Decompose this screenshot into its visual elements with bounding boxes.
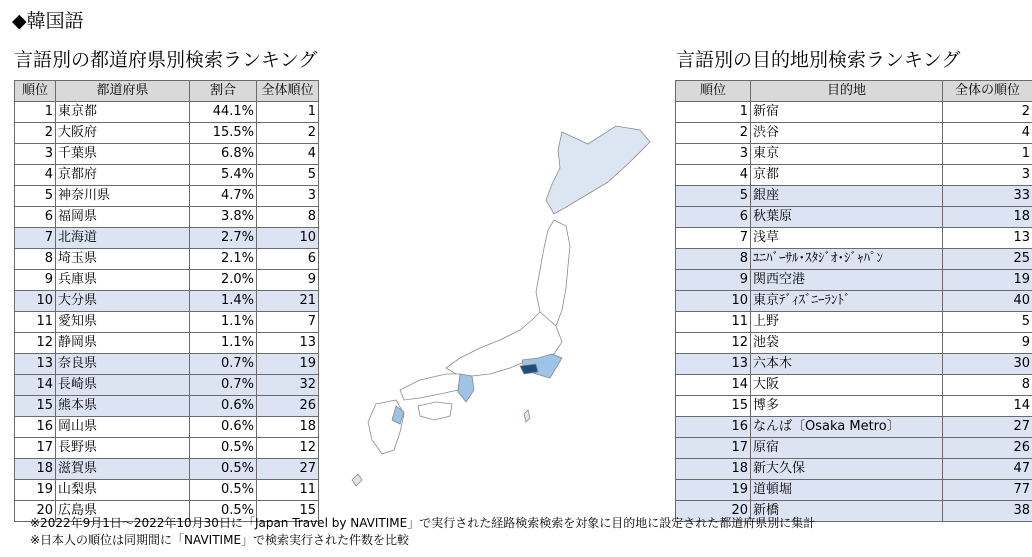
share-cell: 0.5% bbox=[190, 459, 257, 480]
prefecture-cell: 長崎県 bbox=[56, 375, 190, 396]
overall-rank-cell: 38 bbox=[943, 501, 1032, 522]
table-row bbox=[676, 459, 1032, 480]
table-row bbox=[15, 354, 319, 375]
overall-rank-cell: 30 bbox=[943, 354, 1032, 375]
table-row bbox=[15, 312, 319, 333]
izu-islands-region bbox=[524, 410, 530, 422]
header-overall-rank: 全体順位 bbox=[257, 81, 319, 102]
rank-cell: 14 bbox=[676, 375, 751, 396]
share-cell: 44.1% bbox=[190, 102, 257, 123]
prefecture-cell: 静岡県 bbox=[56, 333, 190, 354]
rank-cell: 7 bbox=[676, 228, 751, 249]
rank-cell: 11 bbox=[676, 312, 751, 333]
prefecture-cell: 北海道 bbox=[56, 228, 190, 249]
prefecture-cell: 福岡県 bbox=[56, 207, 190, 228]
share-cell: 1.1% bbox=[190, 312, 257, 333]
prefecture-cell: 埼玉県 bbox=[56, 249, 190, 270]
share-cell: 0.7% bbox=[190, 354, 257, 375]
overall-rank-cell: 9 bbox=[943, 333, 1032, 354]
destination-cell: 渋谷 bbox=[751, 123, 943, 144]
rank-cell: 20 bbox=[15, 501, 56, 522]
rank-cell: 11 bbox=[15, 312, 56, 333]
overall-rank-cell: 13 bbox=[257, 333, 319, 354]
destination-cell: 上野 bbox=[751, 312, 943, 333]
rank-cell: 20 bbox=[676, 501, 751, 522]
honshu-north-region bbox=[536, 220, 570, 328]
table-header-row bbox=[15, 81, 319, 102]
share-cell: 0.5% bbox=[190, 480, 257, 501]
footnote-comparison: ※日本人の順位は同期間に「NAVITIME」で検索実行された件数を比較 bbox=[30, 533, 410, 547]
destination-ranking-table bbox=[675, 80, 1032, 522]
overall-rank-cell: 27 bbox=[257, 459, 319, 480]
hokkaido-region bbox=[546, 126, 650, 214]
overall-rank-cell: 1 bbox=[943, 144, 1032, 165]
share-cell: 4.7% bbox=[190, 186, 257, 207]
share-cell: 5.4% bbox=[190, 165, 257, 186]
prefecture-cell: 長野県 bbox=[56, 438, 190, 459]
prefecture-cell: 奈良県 bbox=[56, 354, 190, 375]
overall-rank-cell: 8 bbox=[943, 375, 1032, 396]
rank-cell: 9 bbox=[676, 270, 751, 291]
rank-cell: 17 bbox=[15, 438, 56, 459]
prefecture-cell: 神奈川県 bbox=[56, 186, 190, 207]
overall-rank-cell: 8 bbox=[257, 207, 319, 228]
rank-cell: 15 bbox=[15, 396, 56, 417]
table-row bbox=[15, 270, 319, 291]
table-row bbox=[676, 312, 1032, 333]
share-cell: 0.6% bbox=[190, 396, 257, 417]
destination-cell: 新宿 bbox=[751, 102, 943, 123]
destination-cell: 東京ﾃﾞｨｽﾞﾆｰﾗﾝﾄﾞ bbox=[751, 291, 943, 312]
overall-rank-cell: 5 bbox=[257, 165, 319, 186]
table-row bbox=[15, 396, 319, 417]
rank-cell: 12 bbox=[676, 333, 751, 354]
table-row bbox=[15, 102, 319, 123]
share-cell: 0.7% bbox=[190, 375, 257, 396]
table-row bbox=[676, 375, 1032, 396]
table-row bbox=[15, 228, 319, 249]
share-cell: 15.5% bbox=[190, 123, 257, 144]
rank-cell: 8 bbox=[676, 249, 751, 270]
destination-ranking-title: 言語別の目的地別検索ランキング bbox=[676, 49, 961, 71]
overall-rank-cell: 26 bbox=[257, 396, 319, 417]
overall-rank-cell: 18 bbox=[257, 417, 319, 438]
overall-rank-cell: 2 bbox=[257, 123, 319, 144]
share-cell: 2.0% bbox=[190, 270, 257, 291]
overall-rank-cell: 27 bbox=[943, 417, 1032, 438]
rank-cell: 9 bbox=[15, 270, 56, 291]
share-cell: 1.1% bbox=[190, 333, 257, 354]
rank-cell: 16 bbox=[676, 417, 751, 438]
table-row bbox=[676, 165, 1032, 186]
table-row bbox=[676, 207, 1032, 228]
table-row bbox=[676, 228, 1032, 249]
rank-cell: 1 bbox=[15, 102, 56, 123]
overall-rank-cell: 6 bbox=[257, 249, 319, 270]
overall-rank-cell: 3 bbox=[943, 165, 1032, 186]
rank-cell: 10 bbox=[676, 291, 751, 312]
header-share: 割合 bbox=[190, 81, 257, 102]
table-row bbox=[676, 123, 1032, 144]
destination-cell: 六本木 bbox=[751, 354, 943, 375]
overall-rank-cell: 5 bbox=[943, 312, 1032, 333]
table-row bbox=[676, 354, 1032, 375]
destination-cell: 関西空港 bbox=[751, 270, 943, 291]
destination-cell: 新大久保 bbox=[751, 459, 943, 480]
rank-cell: 17 bbox=[676, 438, 751, 459]
table-row bbox=[676, 396, 1032, 417]
overall-rank-cell: 15 bbox=[257, 501, 319, 522]
table-row bbox=[15, 207, 319, 228]
destination-cell: 京都 bbox=[751, 165, 943, 186]
rank-cell: 6 bbox=[676, 207, 751, 228]
table-row bbox=[15, 480, 319, 501]
overall-rank-cell: 40 bbox=[943, 291, 1032, 312]
overall-rank-cell: 4 bbox=[943, 123, 1032, 144]
overall-rank-cell: 1 bbox=[257, 102, 319, 123]
table-row bbox=[15, 186, 319, 207]
table-row bbox=[676, 333, 1032, 354]
overall-rank-cell: 14 bbox=[943, 396, 1032, 417]
destination-cell: 池袋 bbox=[751, 333, 943, 354]
honshu-west-region bbox=[400, 374, 460, 400]
destination-cell: 東京 bbox=[751, 144, 943, 165]
rank-cell: 8 bbox=[15, 249, 56, 270]
overall-rank-cell: 12 bbox=[257, 438, 319, 459]
table-row bbox=[15, 375, 319, 396]
rank-cell: 13 bbox=[676, 354, 751, 375]
overall-rank-cell: 32 bbox=[257, 375, 319, 396]
destination-cell: 原宿 bbox=[751, 438, 943, 459]
overall-rank-cell: 25 bbox=[943, 249, 1032, 270]
table-row bbox=[676, 438, 1032, 459]
share-cell: 2.1% bbox=[190, 249, 257, 270]
overall-rank-cell: 19 bbox=[257, 354, 319, 375]
kansai-region bbox=[458, 374, 474, 402]
shikoku-region bbox=[418, 402, 452, 420]
table-row bbox=[676, 144, 1032, 165]
table-row bbox=[676, 249, 1032, 270]
share-cell: 1.4% bbox=[190, 291, 257, 312]
header-destination: 目的地 bbox=[751, 81, 943, 102]
share-cell: 0.5% bbox=[190, 501, 257, 522]
rank-cell: 14 bbox=[15, 375, 56, 396]
destination-cell: なんば〔Osaka Metro〕 bbox=[751, 417, 943, 438]
header-prefecture: 都道府県 bbox=[56, 81, 190, 102]
rank-cell: 19 bbox=[15, 480, 56, 501]
rank-cell: 13 bbox=[15, 354, 56, 375]
share-cell: 6.8% bbox=[190, 144, 257, 165]
overall-rank-cell: 10 bbox=[257, 228, 319, 249]
header-overall-rank: 全体の順位 bbox=[943, 81, 1032, 102]
table-row bbox=[15, 144, 319, 165]
overall-rank-cell: 2 bbox=[943, 102, 1032, 123]
overall-rank-cell: 3 bbox=[257, 186, 319, 207]
table-row bbox=[15, 459, 319, 480]
prefecture-cell: 兵庫県 bbox=[56, 270, 190, 291]
rank-cell: 2 bbox=[15, 123, 56, 144]
destination-cell: 秋葉原 bbox=[751, 207, 943, 228]
overall-rank-cell: 77 bbox=[943, 480, 1032, 501]
rank-cell: 15 bbox=[676, 396, 751, 417]
rank-cell: 10 bbox=[15, 291, 56, 312]
overall-rank-cell: 4 bbox=[257, 144, 319, 165]
table-row bbox=[15, 333, 319, 354]
overall-rank-cell: 7 bbox=[257, 312, 319, 333]
overall-rank-cell: 47 bbox=[943, 459, 1032, 480]
overall-rank-cell: 33 bbox=[943, 186, 1032, 207]
prefecture-ranking-title: 言語別の都道府県別検索ランキング bbox=[14, 49, 318, 71]
prefecture-ranking-table bbox=[14, 80, 319, 522]
overall-rank-cell: 21 bbox=[257, 291, 319, 312]
rank-cell: 18 bbox=[15, 459, 56, 480]
table-row bbox=[15, 417, 319, 438]
prefecture-cell: 広島県 bbox=[56, 501, 190, 522]
rank-cell: 4 bbox=[676, 165, 751, 186]
rank-cell: 3 bbox=[676, 144, 751, 165]
table-header-row bbox=[676, 81, 1032, 102]
table-row bbox=[676, 417, 1032, 438]
table-row bbox=[676, 291, 1032, 312]
overall-rank-cell: 11 bbox=[257, 480, 319, 501]
prefecture-cell: 大阪府 bbox=[56, 123, 190, 144]
header-rank: 順位 bbox=[676, 81, 751, 102]
prefecture-cell: 愛知県 bbox=[56, 312, 190, 333]
rank-cell: 5 bbox=[676, 186, 751, 207]
prefecture-cell: 熊本県 bbox=[56, 396, 190, 417]
rank-cell: 12 bbox=[15, 333, 56, 354]
rank-cell: 19 bbox=[676, 480, 751, 501]
table-row bbox=[676, 480, 1032, 501]
rank-cell: 3 bbox=[15, 144, 56, 165]
rank-cell: 6 bbox=[15, 207, 56, 228]
destination-cell: 浅草 bbox=[751, 228, 943, 249]
table-row bbox=[15, 291, 319, 312]
destination-cell: 新橋 bbox=[751, 501, 943, 522]
table-row bbox=[676, 270, 1032, 291]
share-cell: 2.7% bbox=[190, 228, 257, 249]
prefecture-cell: 大分県 bbox=[56, 291, 190, 312]
destination-cell: 博多 bbox=[751, 396, 943, 417]
prefecture-cell: 東京都 bbox=[56, 102, 190, 123]
overall-rank-cell: 13 bbox=[943, 228, 1032, 249]
overall-rank-cell: 18 bbox=[943, 207, 1032, 228]
rank-cell: 4 bbox=[15, 165, 56, 186]
rank-cell: 2 bbox=[676, 123, 751, 144]
rank-cell: 5 bbox=[15, 186, 56, 207]
share-cell: 0.5% bbox=[190, 438, 257, 459]
okinawa-region bbox=[352, 474, 362, 486]
table-row bbox=[676, 186, 1032, 207]
overall-rank-cell: 9 bbox=[257, 270, 319, 291]
overall-rank-cell: 26 bbox=[943, 438, 1032, 459]
table-row bbox=[676, 102, 1032, 123]
table-row bbox=[15, 249, 319, 270]
destination-cell: ﾕﾆﾊﾞｰｻﾙ･ｽﾀｼﾞｵ･ｼﾞｬﾊﾟﾝ bbox=[751, 249, 943, 270]
prefecture-cell: 千葉県 bbox=[56, 144, 190, 165]
prefecture-cell: 岡山県 bbox=[56, 417, 190, 438]
rank-cell: 1 bbox=[676, 102, 751, 123]
destination-cell: 銀座 bbox=[751, 186, 943, 207]
prefecture-cell: 滋賀県 bbox=[56, 459, 190, 480]
rank-cell: 7 bbox=[15, 228, 56, 249]
table-row bbox=[15, 438, 319, 459]
rank-cell: 16 bbox=[15, 417, 56, 438]
share-cell: 3.8% bbox=[190, 207, 257, 228]
prefecture-cell: 山梨県 bbox=[56, 480, 190, 501]
tokyo-prefecture bbox=[520, 364, 538, 374]
footnote-period: ※2022年9月1日～2022年10月30日に「Japan Travel by NAVITIME」で実行された経路検索検索を対象に目的地に設定された都道府県別に集計 bbox=[30, 516, 816, 530]
page-heading: ◆韓国語 bbox=[12, 10, 84, 32]
share-cell: 0.6% bbox=[190, 417, 257, 438]
table-row bbox=[15, 165, 319, 186]
header-rank: 順位 bbox=[15, 81, 56, 102]
destination-cell: 道頓堀 bbox=[751, 480, 943, 501]
destination-cell: 大阪 bbox=[751, 375, 943, 396]
rank-cell: 18 bbox=[676, 459, 751, 480]
overall-rank-cell: 19 bbox=[943, 270, 1032, 291]
japan-map bbox=[340, 122, 665, 490]
table-row bbox=[15, 123, 319, 144]
prefecture-cell: 京都府 bbox=[56, 165, 190, 186]
